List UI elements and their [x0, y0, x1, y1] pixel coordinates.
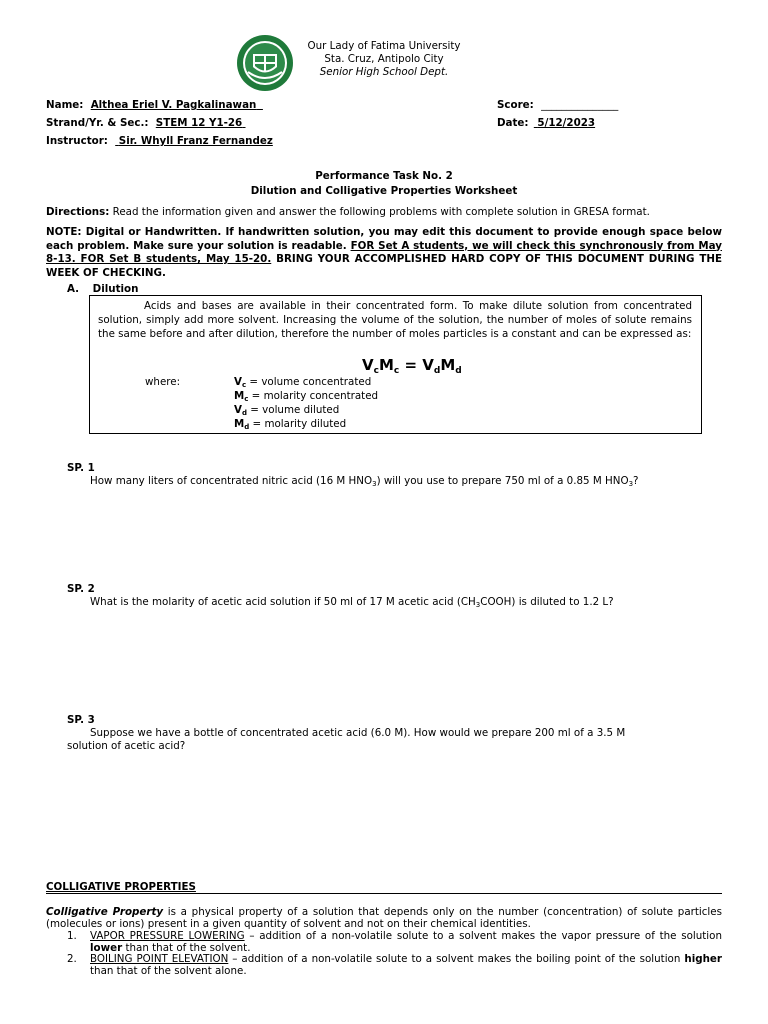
definition-row: $V_d$ = volume diluted — [234, 404, 340, 417]
directions — [46, 206, 722, 218]
definition-row: $M_d$ = molarity diluted — [234, 418, 347, 431]
task-title-block — [46, 169, 722, 199]
score-row — [497, 99, 618, 111]
strand-label: Strand/Yr. & Sec.: — [46, 117, 149, 129]
problem-2-question: What is the molarity of acetic acid solution if 50 ml of 17 M acetic acid $(CH_3COOH)$ is diluted to 1.2 L? — [90, 596, 614, 609]
directions-label: Directions: — [46, 206, 110, 218]
date-row — [497, 117, 595, 129]
note-text-2: BRING YOUR ACCOMPLISHED HARD COPY OF THIS DOCUMENT DURING THE WEEK OF CHECKING. — [46, 253, 722, 279]
university-seal-logo — [236, 34, 294, 92]
task-title: Performance Task No. 2 — [315, 170, 453, 182]
colligative-definition-text: is a physical property of a solution that depends only on the number (concentration) of solute particles (molecules or ions) present in a given quantity of solvent and not on their chemical identities. — [46, 906, 722, 930]
strand-row — [46, 117, 246, 129]
date-value: 5/12/2023 — [537, 117, 596, 129]
definition-row: $V_c$ = volume concentrated — [234, 376, 372, 389]
problem-1-label: SP. 1 — [67, 462, 95, 474]
name-row — [46, 99, 263, 111]
problem-2-label: SP. 2 — [67, 583, 95, 595]
section-a-title: Dilution — [92, 283, 139, 295]
instructor-row — [46, 135, 273, 147]
problem-3-label: SP. 3 — [67, 714, 95, 726]
definition-row: $M_c$ = molarity concentrated — [234, 390, 379, 403]
score-label: Score: — [497, 99, 534, 111]
section-a-label: A. — [67, 283, 80, 295]
colligative-definition — [46, 906, 722, 930]
colligative-list-item: 1. VAPOR PRESSURE LOWERING – addition of a non-volatile solute to a solvent makes the vapor pressure of the solution lower than that of the solvent. — [67, 930, 722, 954]
dilution-formula: $V_cM_c = V_dM_d$ — [362, 356, 462, 376]
problem-1-question: How many liters of concentrated nitric acid (16 M $HNO_3$) will you use to prepare 750 ml of a 0.85 M $HNO_3$? — [90, 475, 639, 488]
note-paragraph — [46, 226, 722, 280]
name-label: Name: — [46, 99, 84, 111]
where-label: where: — [145, 376, 181, 388]
dilution-intro: Acids and bases are available in their concentrated form. To make dilute solution from concentrated solution, simply add more solvent. Increasing the volume of the solution, the number of moles of solute remains the same before and after dilution, therefore the number of moles particles is a constant and can be expressed as: — [98, 300, 692, 340]
colligative-list-item: 2. BOILING POINT ELEVATION – addition of a non-volatile solute to a solvent makes the boiling point of the solution higher than that of the solvent alone. — [67, 953, 722, 977]
instructor-label: Instructor: — [46, 135, 108, 147]
name-value: Althea Eriel V. Pagkalinawan — [90, 99, 257, 111]
task-subtitle: Dilution and Colligative Properties Worksheet — [250, 185, 518, 197]
department-name: Senior High School Dept. — [319, 66, 449, 78]
date-label: Date: — [497, 117, 529, 129]
university-location: Sta. Cruz, Antipolo City — [324, 53, 444, 65]
section-a-heading — [67, 283, 138, 295]
problem-3-question: Suppose we have a bottle of concentrated acetic acid (6.0 M). How would we prepare 200 ml of a 3.5 M solution of acetic acid? — [67, 727, 626, 752]
university-name: Our Lady of Fatima University — [307, 40, 461, 52]
strand-value: STEM 12 Y1-26 — [155, 117, 243, 129]
note-schedule: FOR Set A students, we will check this synchronously from May 8-13. FOR Set B students, May 15-20. — [46, 239, 723, 265]
score-value: _______________ — [541, 99, 619, 111]
instructor-value: Sir. Whyll Franz Fernandez — [118, 135, 273, 147]
university-header — [296, 40, 472, 79]
directions-text: Read the information given and answer the following problems with complete solution in GRESA format. — [112, 206, 650, 218]
colligative-term: Colligative Property — [46, 906, 164, 918]
note-text-1: NOTE: Digital or Handwritten. If handwritten solution, you may edit this document to provide enough space below each problem. Make sure your solution is readable. — [46, 226, 722, 252]
colligative-heading: COLLIGATIVE PROPERTIES — [46, 881, 722, 894]
